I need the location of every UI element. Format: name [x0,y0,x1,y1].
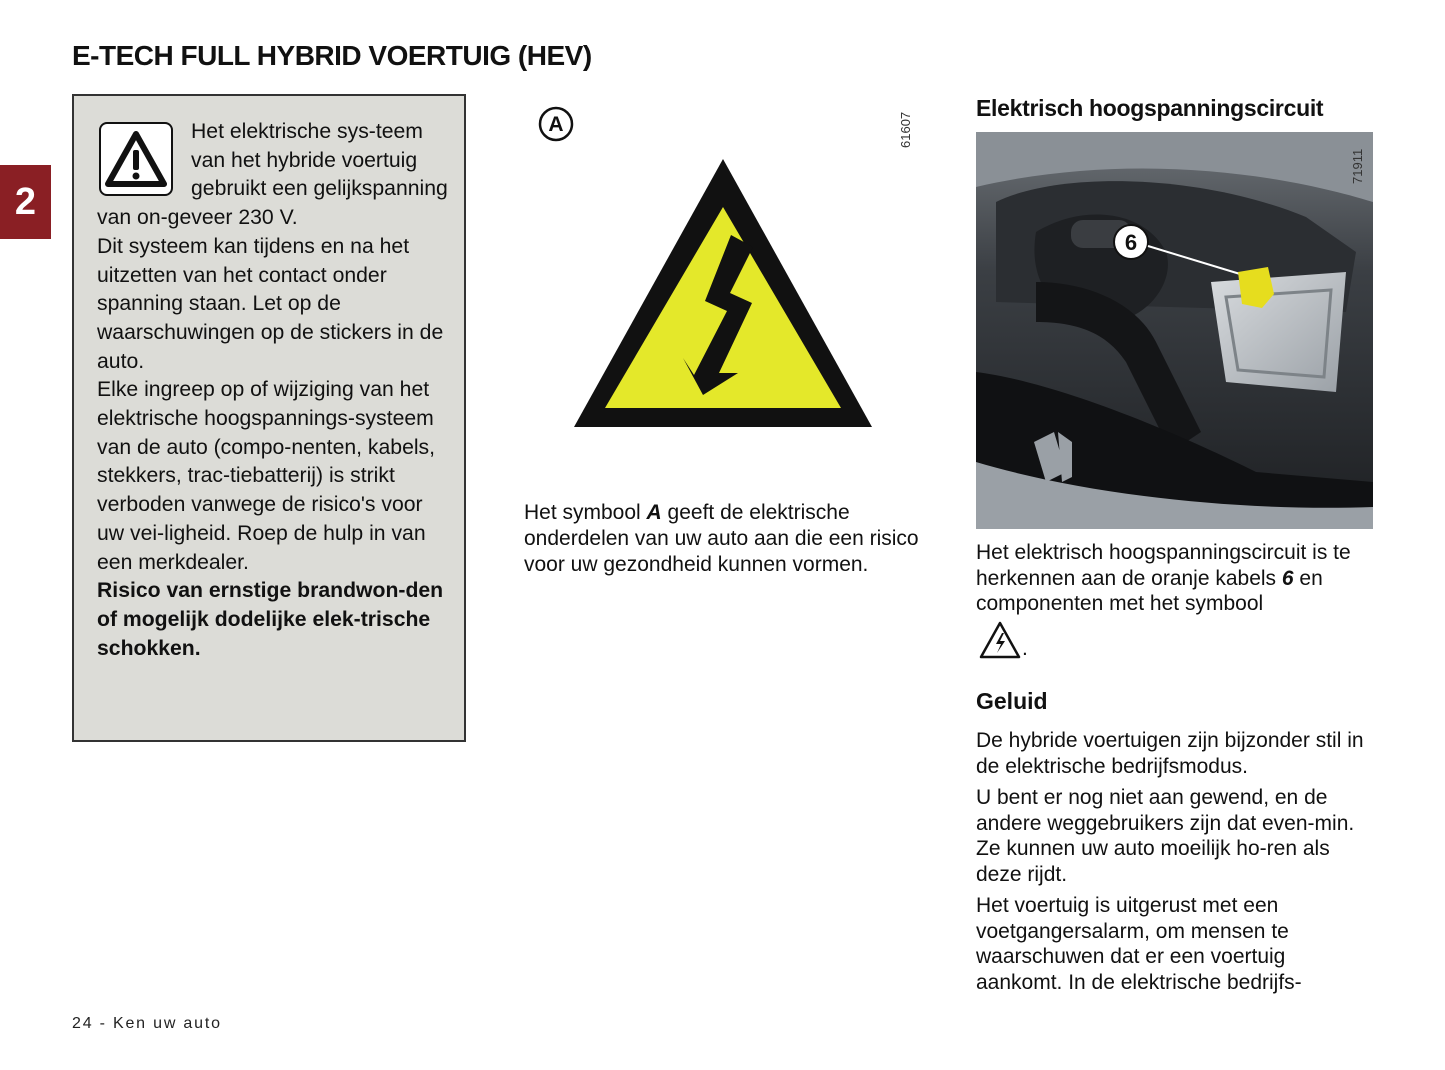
geluid-paragraph: U bent er nog niet aan gewend, en de andere weggebruikers zijn dat even-min. Ze kunnen uw auto moeilijk ho-ren als deze rijdt. [976,786,1355,886]
figure-label-a-text: A [548,113,564,136]
geluid-paragraph: De hybride voertuigen zijn bijzonder stil in de elektrische bedrijfsmodus. [976,729,1364,778]
small-high-voltage-icon [979,620,1021,660]
figure-ref-code-a: 61607 [898,111,913,148]
geluid-section [976,728,1376,1001]
page-title: E-TECH FULL HYBRID VOERTUIG (HEV) [72,40,592,71]
figure-a-caption: Het symbool A geeft de elektrische onderdelen van uw auto aan die een risico voor uw gezondheid kunnen vormen. [524,501,919,576]
warning-text-bold: Risico van ernstige brandwon-den of mogelijk dodelijke elek-trische schokken. [97,579,444,660]
high-voltage-warning-icon [570,155,876,432]
callout-6: 6 [1124,230,1138,255]
warning-triangle-icon [99,122,173,196]
caption-period: . [1022,637,1028,660]
figure-ref-code-engine: 71911 [1350,148,1365,184]
chapter-tab: 2 [0,165,51,239]
figure-label-a [538,106,574,142]
page-footer: 24 - Ken uw auto [72,1015,222,1032]
warning-text-3: Elke ingreep op of wijziging van het elektrische hoogspannings-systeem van de auto (compo-nenten, kabels, stekkers, trac-tiebatterij) is strikt verboden vanwege de risico's voor uw vei-ligheid. Roep de hulp in van een merkdealer. [97,378,436,574]
engine-bay-photo [976,132,1373,529]
circuit-heading: Elektrisch hoogspanningscircuit [976,95,1324,121]
circuit-caption: Het elektrisch hoogspanningscircuit is te herkennen aan de oranje kabels 6 en componenten met het symbool [976,541,1351,615]
geluid-paragraph: Het voertuig is uitgerust met een voetgangersalarm, om mensen te waarschuwen dat er een voertuig aankomt. In de elektrische bedrijfs- [976,894,1302,994]
warning-text-2: Dit systeem kan tijdens en na het uitzetten van het contact onder spanning staan. Let op de waarschuwingen op de stickers in de auto. [97,234,444,373]
geluid-heading: Geluid [976,688,1048,714]
warning-box [72,94,466,742]
warning-text-1: Het elektrische sys-teem van het hybride voertuig gebruikt een gelijkspanning van on-geveer 230 V. [97,120,448,230]
